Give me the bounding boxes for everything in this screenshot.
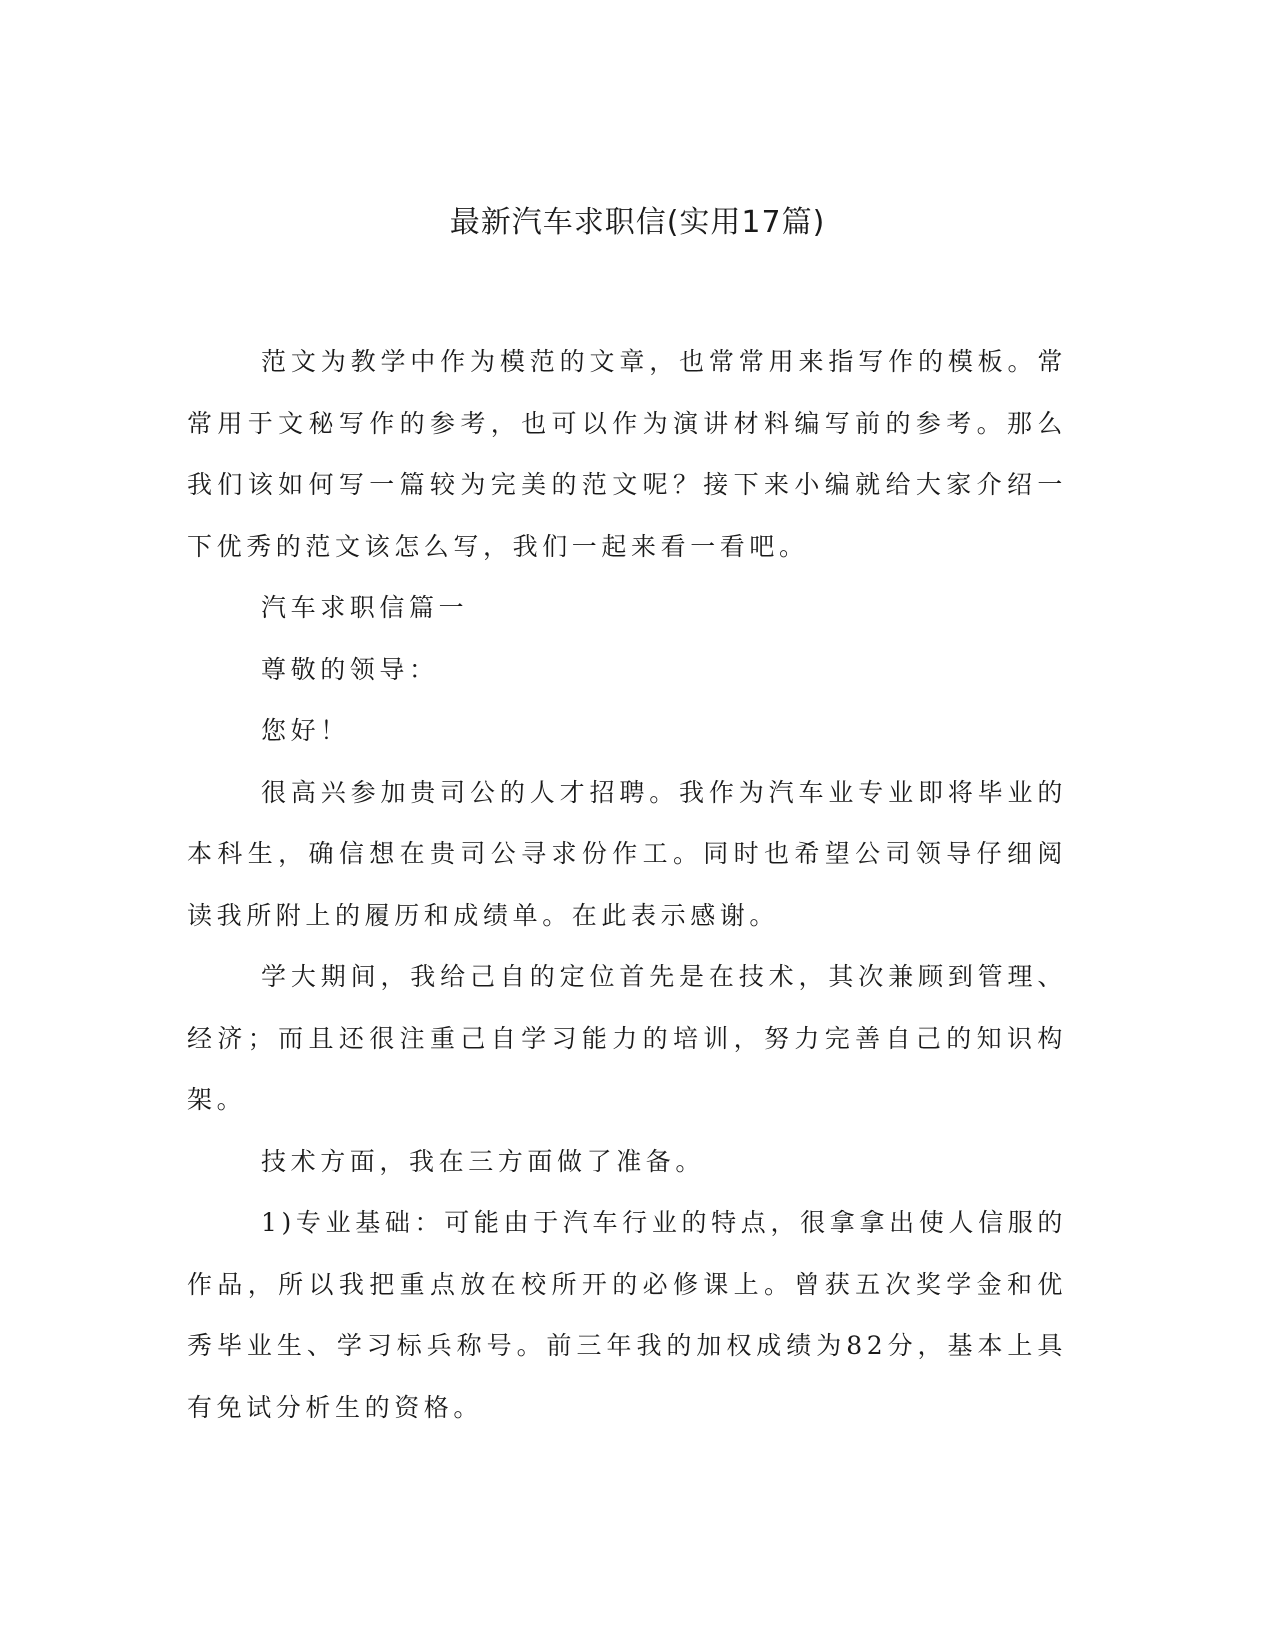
salutation: 尊敬的领导： <box>261 654 439 684</box>
section-heading: 汽车求职信篇一 <box>261 593 469 622</box>
paragraph-self-positioning: 学大期间，我给己自的定位首先是在技术，其次兼顾到管理、经济；而且还很注重己自学习能力的培训，努力完善自己的知识构架。 <box>187 962 1067 1114</box>
paragraph-intro: 范文为教学中作为模范的文章，也常常用来指写作的模板。常常用于文秘写作的参考，也可以作为演讲材料编写前的参考。那么我们该如何写一篇较为完美的范文呢？接下来小编就给大家介绍一下优秀的范文该怎么写，我们一起来看一看吧。 <box>187 347 1067 561</box>
paragraph-technical: 技术方面，我在三方面做了准备。 <box>261 1146 706 1176</box>
document-title: 最新汽车求职信(实用17篇) <box>449 205 826 240</box>
document-body <box>187 331 1067 1438</box>
paragraph-foundation: 1)专业基础：可能由于汽车行业的特点，很拿拿出使人信服的作品，所以我把重点放在校所开的必修课上。曾获五次奖学金和优秀毕业生、学习标兵称号。前三年我的加权成绩为82分，基本上具有免试分析生的资格。 <box>187 1208 1067 1422</box>
greeting: 您好！ <box>261 716 350 745</box>
paragraph-opening: 很高兴参加贵司公的人才招聘。我作为汽车业专业即将毕业的本科生，确信想在贵司公寻求份作工。同时也希望公司领导仔细阅读我所附上的履历和成绩单。在此表示感谢。 <box>187 777 1067 930</box>
